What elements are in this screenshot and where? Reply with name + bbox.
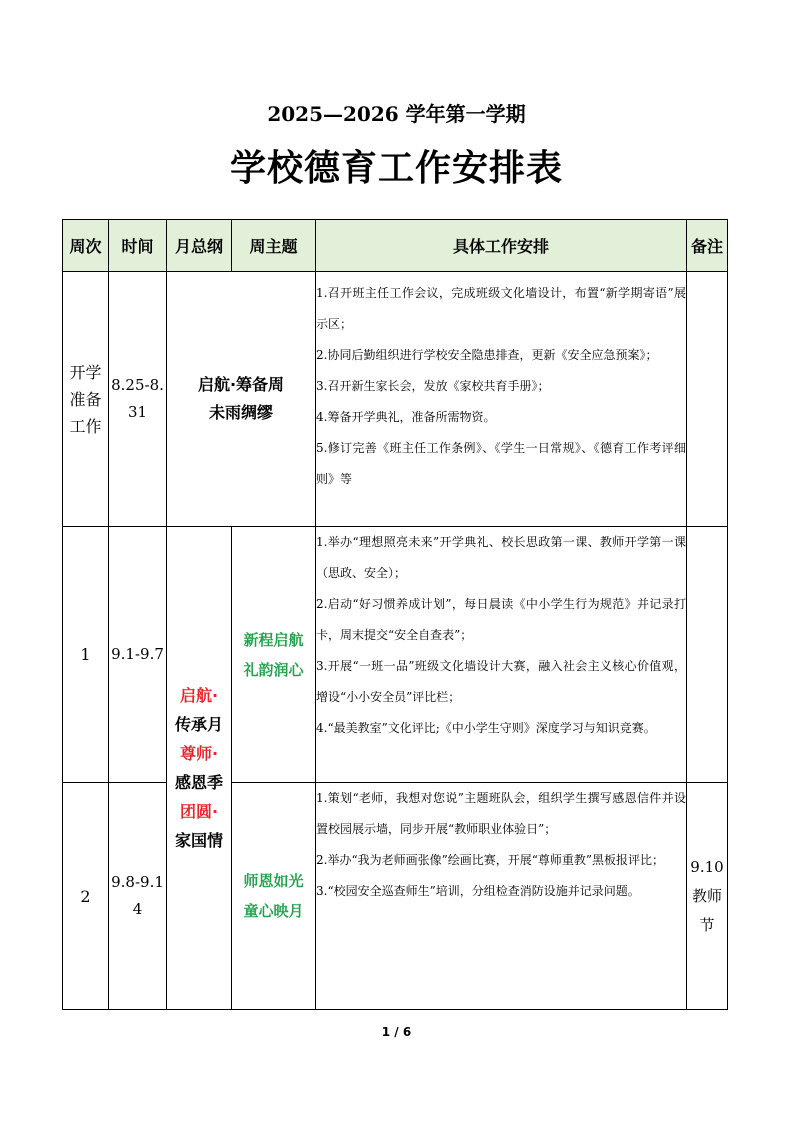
header-note: 备注: [687, 220, 728, 272]
note-line: 9.10: [690, 857, 724, 876]
arrangement-item: 3.开展“一班一品”班级文化墙设计大赛，融入社会主义核心价值观，增设“小小安全员”评比栏；: [316, 659, 686, 704]
prep-note-cell: [687, 272, 728, 527]
week-theme-cell: [232, 527, 316, 783]
month-outline-red: 启航·: [179, 686, 219, 705]
arrangement-item: 2.启动“好习惯养成计划”，每日晨读《中小学生行为规范》并记录打卡，周末提交“安全自查表”；: [316, 597, 686, 642]
header-arrangement: 具体工作安排: [316, 220, 687, 272]
week-theme-line: 师恩如光: [243, 872, 304, 890]
week-theme-line: 童心映月: [243, 902, 304, 920]
month-outline-black: 传承月: [174, 715, 223, 734]
week-theme-line: 礼韵润心: [243, 660, 304, 679]
note-line: 教师: [691, 886, 722, 905]
note-cell: [687, 783, 728, 1010]
page-number: 1 / 6: [381, 1025, 412, 1039]
arrangement-item: 4.“最美教室”文化评比;《中小学生守则》深度学习与知识竞赛。: [316, 721, 656, 735]
arrangement-item: 2.举办“我为老师画张像”绘画比赛，开展“尊师重教”黑板报评比；: [316, 853, 664, 867]
month-outline-cell: [167, 527, 232, 1010]
prep-week-line: 准备: [69, 389, 102, 409]
date-cell: 9.1-9.7: [109, 527, 167, 783]
arrangement-item: 5.修订完善《班主任工作条例》、《学生一日常规》、《德育工作考评细则》等: [316, 441, 686, 486]
week-number-cell: 1: [63, 527, 109, 783]
note-line: 节: [699, 915, 715, 934]
week-theme-cell: [232, 783, 316, 1010]
month-outline-red: 团圆·: [179, 802, 219, 821]
schedule-table: [62, 219, 728, 1010]
month-outline-red: 尊师·: [179, 744, 219, 763]
arrangement-item: 3.“校园安全巡查师生”培训，分组检查消防设施并记录问题。: [316, 884, 640, 898]
prep-theme-cell: [167, 272, 316, 527]
header-week: 周次: [63, 220, 109, 272]
table-row-week-1: [63, 527, 728, 783]
prep-week-line: 开学: [69, 362, 102, 382]
prep-arrangement-cell: [316, 272, 687, 527]
month-outline-black: 感恩季: [174, 773, 223, 792]
table-header-row: [63, 220, 728, 272]
arrangement-item: 4.筹备开学典礼，准备所需物资。: [316, 410, 496, 424]
header-month-outline: 月总纲: [167, 220, 232, 272]
month-outline-black: 家国情: [174, 831, 223, 850]
arrangement-cell: [316, 783, 687, 1010]
header-time: 时间: [109, 220, 167, 272]
arrangement-cell: [316, 527, 687, 783]
prep-theme-line: 启航·筹备周: [197, 375, 285, 394]
table-row-week-2: [63, 783, 728, 1010]
arrangement-item: 1.举办“理想照亮未来”开学典礼、校长思政第一课、教师开学第一课（思政、安全）；: [316, 535, 686, 580]
week-number-cell: 2: [63, 783, 109, 1010]
arrangement-item: 1.召开班主任工作会议，完成班级文化墙设计，布置“新学期寄语”展示区；: [316, 286, 686, 331]
header-week-theme: 周主题: [232, 220, 316, 272]
arrangement-item: 3.召开新生家长会，发放《家校共育手册》；: [316, 379, 550, 393]
prep-week-line: 工作: [69, 416, 102, 436]
prep-theme-line: 未雨绸缪: [208, 403, 273, 422]
table-row-prep: [63, 272, 728, 527]
prep-date-cell: 8.25-8.31: [109, 272, 167, 527]
note-cell: [687, 527, 728, 783]
arrangement-item: 2.协同后勤组织进行学校安全隐患排查，更新《安全应急预案》；: [316, 348, 658, 362]
date-cell: 9.8-9.14: [109, 783, 167, 1010]
week-theme-line: 新程启航: [243, 630, 304, 649]
doc-title-semester: 2025—2026 学年第一学期: [267, 102, 526, 126]
arrangement-item: 1.策划“老师，我想对您说”主题班队会，组织学生撰写感恩信件并设置校园展示墙，同步开展“教师职业体验日”；: [316, 791, 686, 836]
prep-week-cell: [63, 272, 109, 527]
doc-title-main: 学校德育工作安排表: [229, 148, 563, 189]
